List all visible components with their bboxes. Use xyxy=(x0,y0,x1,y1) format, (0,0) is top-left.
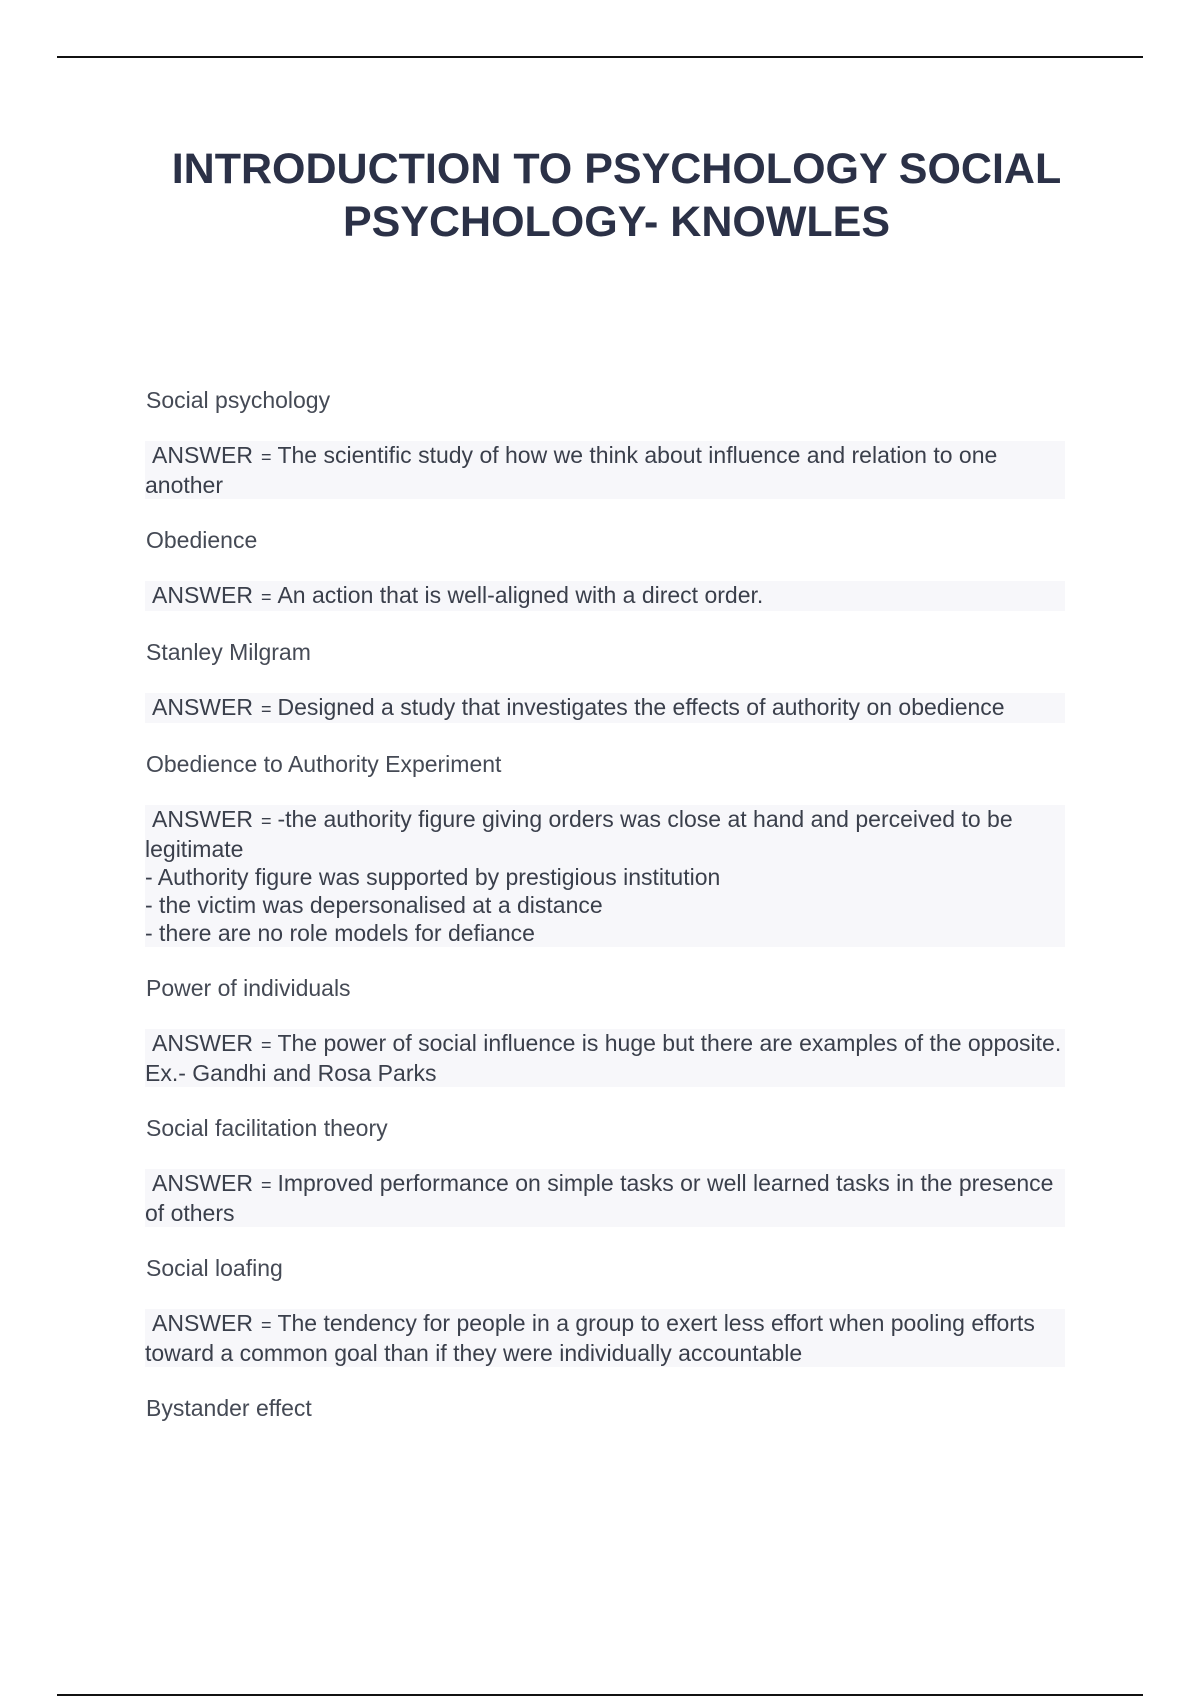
answer-text: Designed a study that investigates the effects of authority on obedience xyxy=(277,694,1005,720)
answer-line xyxy=(145,919,1065,947)
answer-text: -the authority figure giving orders was close at hand and perceived to be legitimate xyxy=(145,806,1013,862)
answer-label: ANSWER xyxy=(152,442,253,468)
question-term: Stanley Milgram xyxy=(146,639,311,665)
answer-line xyxy=(145,891,1065,919)
answer-text: An action that is well-aligned with a direct order. xyxy=(277,582,764,608)
answer-block xyxy=(145,693,1065,723)
question-term: Social loafing xyxy=(146,1255,283,1281)
answer-label: ANSWER xyxy=(152,582,253,608)
answer-line xyxy=(145,1309,1065,1367)
answer-text: - there are no role models for defiance xyxy=(145,920,535,946)
bottom-rule xyxy=(57,1694,1143,1696)
question-term: Social psychology xyxy=(146,387,331,413)
equals-sign: = xyxy=(260,587,272,607)
answer-line xyxy=(145,1169,1065,1227)
answer-line xyxy=(145,441,1065,499)
equals-sign: = xyxy=(260,699,272,719)
answer-text: The power of social influence is huge but there are examples of the opposite. Ex.- Gandhi and Rosa Parks xyxy=(145,1030,1062,1086)
document-title: INTRODUCTION TO PSYCHOLOGY SOCIAL PSYCHOLOGY- KNOWLES xyxy=(171,145,1062,246)
answer-line xyxy=(145,805,1065,863)
answer-block xyxy=(145,441,1065,499)
answer-label: ANSWER xyxy=(152,806,253,832)
answer-label: ANSWER xyxy=(152,1310,253,1336)
answer-block xyxy=(145,1029,1065,1087)
question-term: Power of individuals xyxy=(146,975,351,1001)
answer-text: The scientific study of how we think about influence and relation to one another xyxy=(145,442,998,498)
equals-sign: = xyxy=(260,1035,272,1055)
answer-label: ANSWER xyxy=(152,1030,253,1056)
question-term: Bystander effect xyxy=(146,1395,312,1421)
qa-list xyxy=(145,386,1065,1449)
answer-text: Improved performance on simple tasks or well learned tasks in the presence of others xyxy=(145,1170,1054,1226)
equals-sign: = xyxy=(260,447,272,467)
answer-label: ANSWER xyxy=(152,694,253,720)
question-term: Obedience xyxy=(146,527,258,553)
question-term: Social facilitation theory xyxy=(146,1115,388,1141)
equals-sign: = xyxy=(260,811,272,831)
answer-line xyxy=(145,693,1065,723)
question-term: Obedience to Authority Experiment xyxy=(146,751,502,777)
answer-block xyxy=(145,581,1065,611)
answer-block xyxy=(145,1309,1065,1367)
answer-line xyxy=(145,863,1065,891)
answer-text: - the victim was depersonalised at a distance xyxy=(145,892,603,918)
answer-line xyxy=(145,581,1065,611)
answer-text: The tendency for people in a group to exert less effort when pooling efforts toward a common goal than if they were individually accountable xyxy=(145,1310,1035,1366)
answer-line xyxy=(145,1029,1065,1087)
answer-label: ANSWER xyxy=(152,1170,253,1196)
answer-block xyxy=(145,1169,1065,1227)
top-rule xyxy=(57,56,1143,58)
answer-block xyxy=(145,805,1065,947)
answer-text: - Authority figure was supported by prestigious institution xyxy=(145,864,721,890)
equals-sign: = xyxy=(260,1315,272,1335)
equals-sign: = xyxy=(260,1175,272,1195)
